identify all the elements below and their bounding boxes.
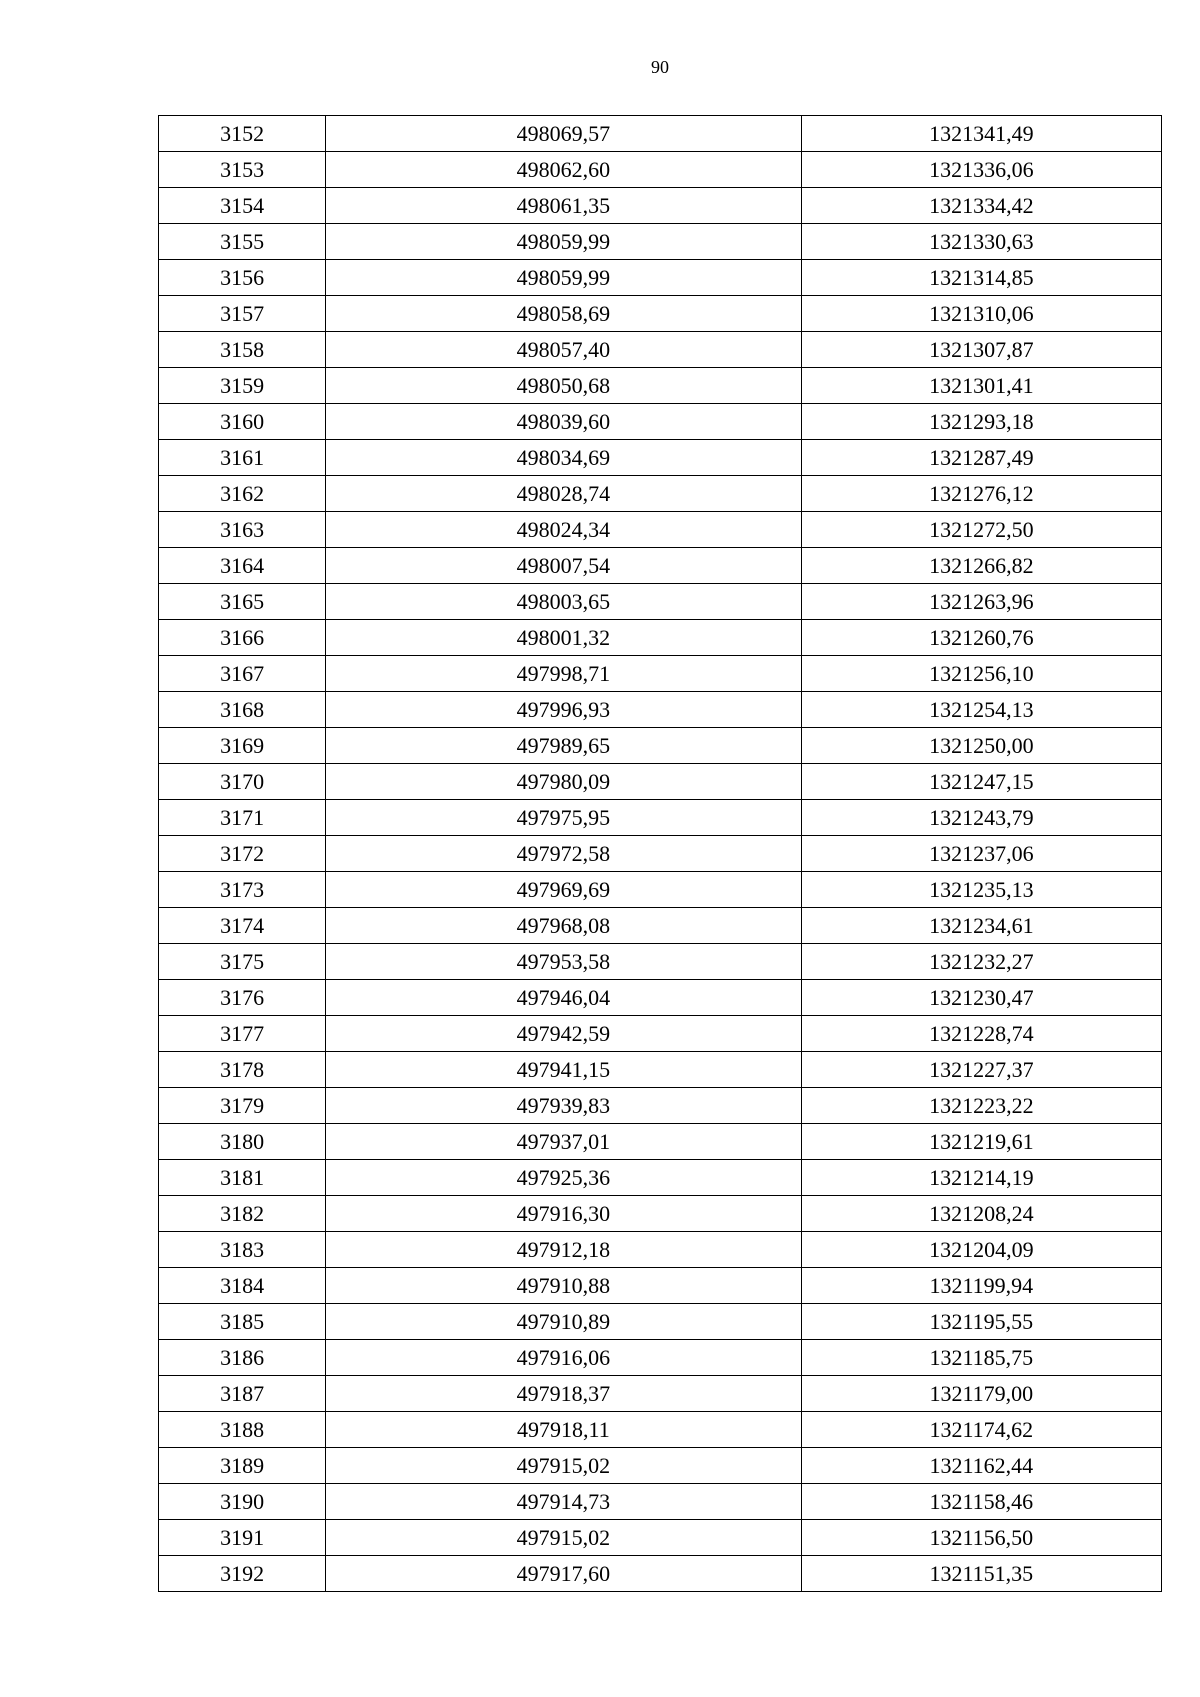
point-number-cell: 3187 [159, 1376, 326, 1412]
y-coordinate-cell: 1321223,22 [801, 1088, 1161, 1124]
y-coordinate-cell: 1321230,47 [801, 980, 1161, 1016]
point-number-cell: 3175 [159, 944, 326, 980]
y-coordinate-cell: 1321174,62 [801, 1412, 1161, 1448]
x-coordinate-cell: 497925,36 [326, 1160, 801, 1196]
y-coordinate-cell: 1321266,82 [801, 548, 1161, 584]
y-coordinate-cell: 1321234,61 [801, 908, 1161, 944]
y-coordinate-cell: 1321235,13 [801, 872, 1161, 908]
table-row [159, 800, 1162, 836]
table-row [159, 548, 1162, 584]
table-row [159, 656, 1162, 692]
x-coordinate-cell: 498001,32 [326, 620, 801, 656]
point-number-cell: 3173 [159, 872, 326, 908]
table-row [159, 1196, 1162, 1232]
y-coordinate-cell: 1321341,49 [801, 116, 1161, 152]
point-number-cell: 3161 [159, 440, 326, 476]
table-row [159, 908, 1162, 944]
x-coordinate-cell: 497914,73 [326, 1484, 801, 1520]
table-row [159, 692, 1162, 728]
point-number-cell: 3183 [159, 1232, 326, 1268]
table-row [159, 1556, 1162, 1592]
point-number-cell: 3189 [159, 1448, 326, 1484]
y-coordinate-cell: 1321314,85 [801, 260, 1161, 296]
y-coordinate-cell: 1321256,10 [801, 656, 1161, 692]
x-coordinate-cell: 497917,60 [326, 1556, 801, 1592]
point-number-cell: 3167 [159, 656, 326, 692]
point-number-cell: 3160 [159, 404, 326, 440]
x-coordinate-cell: 497989,65 [326, 728, 801, 764]
point-number-cell: 3190 [159, 1484, 326, 1520]
point-number-cell: 3191 [159, 1520, 326, 1556]
y-coordinate-cell: 1321151,35 [801, 1556, 1161, 1592]
table-row [159, 1124, 1162, 1160]
table-row [159, 1340, 1162, 1376]
point-number-cell: 3166 [159, 620, 326, 656]
x-coordinate-cell: 497975,95 [326, 800, 801, 836]
x-coordinate-cell: 498024,34 [326, 512, 801, 548]
x-coordinate-cell: 498069,57 [326, 116, 801, 152]
y-coordinate-cell: 1321228,74 [801, 1016, 1161, 1052]
table-row [159, 332, 1162, 368]
y-coordinate-cell: 1321260,76 [801, 620, 1161, 656]
y-coordinate-cell: 1321307,87 [801, 332, 1161, 368]
table-row [159, 224, 1162, 260]
point-number-cell: 3168 [159, 692, 326, 728]
x-coordinate-cell: 497915,02 [326, 1448, 801, 1484]
y-coordinate-cell: 1321219,61 [801, 1124, 1161, 1160]
point-number-cell: 3169 [159, 728, 326, 764]
point-number-cell: 3179 [159, 1088, 326, 1124]
y-coordinate-cell: 1321254,13 [801, 692, 1161, 728]
point-number-cell: 3176 [159, 980, 326, 1016]
point-number-cell: 3174 [159, 908, 326, 944]
x-coordinate-cell: 498059,99 [326, 260, 801, 296]
x-coordinate-cell: 497918,37 [326, 1376, 801, 1412]
point-number-cell: 3184 [159, 1268, 326, 1304]
x-coordinate-cell: 498028,74 [326, 476, 801, 512]
table-row [159, 1376, 1162, 1412]
y-coordinate-cell: 1321334,42 [801, 188, 1161, 224]
y-coordinate-cell: 1321204,09 [801, 1232, 1161, 1268]
y-coordinate-cell: 1321293,18 [801, 404, 1161, 440]
point-number-cell: 3185 [159, 1304, 326, 1340]
y-coordinate-cell: 1321237,06 [801, 836, 1161, 872]
point-number-cell: 3181 [159, 1160, 326, 1196]
table-row [159, 620, 1162, 656]
table-row [159, 1268, 1162, 1304]
y-coordinate-cell: 1321156,50 [801, 1520, 1161, 1556]
point-number-cell: 3154 [159, 188, 326, 224]
table-row [159, 404, 1162, 440]
table-row [159, 1016, 1162, 1052]
y-coordinate-cell: 1321162,44 [801, 1448, 1161, 1484]
point-number-cell: 3177 [159, 1016, 326, 1052]
x-coordinate-cell: 497942,59 [326, 1016, 801, 1052]
y-coordinate-cell: 1321195,55 [801, 1304, 1161, 1340]
x-coordinate-cell: 497918,11 [326, 1412, 801, 1448]
point-number-cell: 3162 [159, 476, 326, 512]
y-coordinate-cell: 1321185,75 [801, 1340, 1161, 1376]
x-coordinate-cell: 498003,65 [326, 584, 801, 620]
x-coordinate-cell: 497998,71 [326, 656, 801, 692]
table-row [159, 1052, 1162, 1088]
x-coordinate-cell: 497953,58 [326, 944, 801, 980]
point-number-cell: 3186 [159, 1340, 326, 1376]
point-number-cell: 3157 [159, 296, 326, 332]
x-coordinate-cell: 497910,88 [326, 1268, 801, 1304]
x-coordinate-cell: 497972,58 [326, 836, 801, 872]
page-number: 90 [651, 57, 669, 77]
y-coordinate-cell: 1321247,15 [801, 764, 1161, 800]
x-coordinate-cell: 497941,15 [326, 1052, 801, 1088]
x-coordinate-cell: 497968,08 [326, 908, 801, 944]
y-coordinate-cell: 1321199,94 [801, 1268, 1161, 1304]
y-coordinate-cell: 1321208,24 [801, 1196, 1161, 1232]
x-coordinate-cell: 497980,09 [326, 764, 801, 800]
y-coordinate-cell: 1321179,00 [801, 1376, 1161, 1412]
y-coordinate-cell: 1321263,96 [801, 584, 1161, 620]
x-coordinate-cell: 497937,01 [326, 1124, 801, 1160]
x-coordinate-cell: 497912,18 [326, 1232, 801, 1268]
table-row [159, 1232, 1162, 1268]
table-row [159, 584, 1162, 620]
point-number-cell: 3164 [159, 548, 326, 584]
x-coordinate-cell: 498059,99 [326, 224, 801, 260]
table-row [159, 980, 1162, 1016]
x-coordinate-cell: 498062,60 [326, 152, 801, 188]
table-row [159, 512, 1162, 548]
x-coordinate-cell: 498034,69 [326, 440, 801, 476]
table-row [159, 1160, 1162, 1196]
x-coordinate-cell: 498058,69 [326, 296, 801, 332]
x-coordinate-cell: 498007,54 [326, 548, 801, 584]
point-number-cell: 3178 [159, 1052, 326, 1088]
x-coordinate-cell: 498061,35 [326, 188, 801, 224]
point-number-cell: 3171 [159, 800, 326, 836]
x-coordinate-cell: 498057,40 [326, 332, 801, 368]
point-number-cell: 3180 [159, 1124, 326, 1160]
table-row [159, 1304, 1162, 1340]
table-row [159, 1448, 1162, 1484]
x-coordinate-cell: 497946,04 [326, 980, 801, 1016]
y-coordinate-cell: 1321158,46 [801, 1484, 1161, 1520]
coordinates-table-body [159, 116, 1162, 1592]
table-row [159, 728, 1162, 764]
coordinates-table [158, 115, 1162, 1592]
table-row [159, 944, 1162, 980]
y-coordinate-cell: 1321214,19 [801, 1160, 1161, 1196]
table-row [159, 476, 1162, 512]
table-row [159, 152, 1162, 188]
y-coordinate-cell: 1321250,00 [801, 728, 1161, 764]
table-row [159, 440, 1162, 476]
x-coordinate-cell: 497969,69 [326, 872, 801, 908]
point-number-cell: 3188 [159, 1412, 326, 1448]
y-coordinate-cell: 1321336,06 [801, 152, 1161, 188]
point-number-cell: 3163 [159, 512, 326, 548]
x-coordinate-cell: 497915,02 [326, 1520, 801, 1556]
x-coordinate-cell: 497939,83 [326, 1088, 801, 1124]
table-row [159, 1484, 1162, 1520]
x-coordinate-cell: 498039,60 [326, 404, 801, 440]
y-coordinate-cell: 1321301,41 [801, 368, 1161, 404]
x-coordinate-cell: 498050,68 [326, 368, 801, 404]
table-row [159, 1088, 1162, 1124]
point-number-cell: 3156 [159, 260, 326, 296]
point-number-cell: 3155 [159, 224, 326, 260]
y-coordinate-cell: 1321287,49 [801, 440, 1161, 476]
y-coordinate-cell: 1321243,79 [801, 800, 1161, 836]
y-coordinate-cell: 1321227,37 [801, 1052, 1161, 1088]
y-coordinate-cell: 1321310,06 [801, 296, 1161, 332]
point-number-cell: 3170 [159, 764, 326, 800]
x-coordinate-cell: 497916,06 [326, 1340, 801, 1376]
point-number-cell: 3153 [159, 152, 326, 188]
table-row [159, 1412, 1162, 1448]
table-row [159, 188, 1162, 224]
x-coordinate-cell: 497916,30 [326, 1196, 801, 1232]
point-number-cell: 3172 [159, 836, 326, 872]
point-number-cell: 3159 [159, 368, 326, 404]
point-number-cell: 3165 [159, 584, 326, 620]
point-number-cell: 3152 [159, 116, 326, 152]
y-coordinate-cell: 1321232,27 [801, 944, 1161, 980]
y-coordinate-cell: 1321272,50 [801, 512, 1161, 548]
table-row [159, 764, 1162, 800]
y-coordinate-cell: 1321276,12 [801, 476, 1161, 512]
table-row [159, 368, 1162, 404]
point-number-cell: 3192 [159, 1556, 326, 1592]
point-number-cell: 3158 [159, 332, 326, 368]
table-row [159, 872, 1162, 908]
table-row [159, 1520, 1162, 1556]
point-number-cell: 3182 [159, 1196, 326, 1232]
table-row [159, 260, 1162, 296]
table-row [159, 296, 1162, 332]
table-row [159, 836, 1162, 872]
x-coordinate-cell: 497910,89 [326, 1304, 801, 1340]
x-coordinate-cell: 497996,93 [326, 692, 801, 728]
y-coordinate-cell: 1321330,63 [801, 224, 1161, 260]
table-row [159, 116, 1162, 152]
